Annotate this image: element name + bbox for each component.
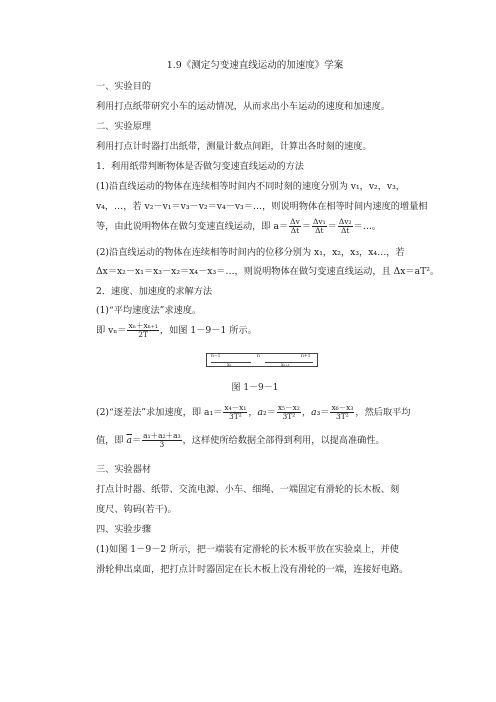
paragraph-line-with-formula: 等，由此说明物体在做匀变速直线运动，即 a＝ $\frac{\Delta v}{\Delta t}$ ＝ $\frac{\text{Δv₁}}{\Delta t}$ ＝ $\frac{\text{Δv₂}}{\Delta t}$ ＝…。 (96, 217, 382, 235)
paragraph-line: (1)沿直线运动的物体在连续相等时间内不同时刻的速度分别为 v₁，v₂，v₃， (96, 181, 405, 192)
denominator: Δt (340, 226, 350, 235)
objective-text: 利用打点纸带研究小车的运动情况，从而求出小车运动的速度和加速度。 (96, 101, 390, 112)
denominator: 3T² (336, 412, 349, 421)
denominator: 2T (138, 330, 149, 339)
numerator: Δv₁ (313, 217, 326, 226)
denominator: Δt (290, 226, 300, 235)
paragraph-line: (1)“平均速度法”求速度。 (96, 305, 202, 316)
subheading-solve: 2．速度、加速度的求解方法 (96, 286, 213, 297)
text-span: (2)“逐差法”求加速度，即 a₁＝ (96, 407, 223, 418)
section-heading-principle: 二、实验原理 (96, 121, 152, 132)
text-span: 等，由此说明物体在做匀变速直线运动，即 a＝ (96, 221, 289, 232)
text-span: ＝…。 (353, 221, 382, 232)
segment-label: xₙ (227, 363, 232, 368)
fraction (142, 432, 181, 449)
paragraph-line: 滑轮伸出桌面，把打点计时器固定在长木板上没有滑轮的一端，连接好电路。 (96, 564, 409, 575)
paragraph-line: (2)沿直线运动的物体在连续相等时间内的位移分别为 x₁，x₂，x₃，x₄…，若 (96, 247, 405, 258)
section-heading-equipment: 三、实验器材 (96, 464, 152, 475)
text-span: ，这样使所给数据全部得到利用，以提高准确性。 (182, 435, 385, 446)
fraction (277, 404, 301, 421)
fraction (312, 218, 327, 235)
fraction (223, 404, 247, 421)
tape-point-label: n (257, 354, 260, 359)
paragraph-line: (1)如图 1－9－2 所示，把一端装有定滑轮的长木板平放在实验桌上，并使 (96, 544, 399, 555)
paragraph-line-with-formula: (2)“逐差法”求加速度，即 a₁＝ $\frac{\text{x₄－x₁}}{\text{3T²}}$ ，a₂＝ $\frac{\text{x₅－x₂}}{\text{3T²}}$ ，a₃＝ $\frac{\text{x₆－x₃}}{\text{3T²}}$ ，然后取平均 (96, 403, 411, 421)
fraction (127, 322, 158, 339)
denominator: 3T² (282, 412, 296, 421)
fraction (330, 404, 354, 421)
section-heading-steps: 四、实验步骤 (96, 524, 152, 535)
paragraph-line: Δx＝x₂－x₁＝x₃－x₂＝x₄－x₃＝…，则说明物体在做匀变速直线运动，且 Δx＝aT²。 (96, 266, 440, 277)
segment-label: xₙ₊₁ (281, 363, 290, 368)
numerator: x₆－x₃ (331, 403, 354, 412)
tape-point-label: n−1 (211, 354, 221, 359)
numerator: Δv₂ (338, 217, 352, 226)
numerator: a₁＋a₂＋a₃ (143, 431, 181, 440)
paragraph-line-with-formula (96, 322, 414, 339)
denominator: 3 (159, 440, 165, 449)
numerator: xₙ＋xₙ₊₁ (128, 321, 158, 330)
numerator: Δv (290, 217, 300, 226)
principle-text: 利用打点计时器打出纸带，测量计数点间距，计算出各时刻的速度。 (96, 141, 372, 152)
figure-caption: 图 1－9－1 (231, 383, 279, 393)
text-span: 值，即 (96, 435, 127, 446)
text-span: ，然后取平均 (355, 407, 411, 418)
numerator: x₄－x₁ (224, 403, 247, 412)
section-heading-objective: 一、实验目的 (96, 81, 152, 92)
subheading-method: 1．利用纸带判断物体是否做匀变速直线运动的方法 (96, 161, 304, 172)
page-title: 1.9《测定匀变速直线运动的加速度》学案 (166, 60, 344, 71)
fraction (338, 218, 353, 235)
paragraph-line-with-formula: 值，即 $\overline{a}=$ $\frac{\text{a₁＋a₂＋a₃}}{3}$ ，这样使所给数据全部得到利用，以提高准确性。 (96, 431, 385, 449)
text-span: 即 vₙ＝ (96, 325, 127, 336)
paragraph-line: 打点计时器、纸带、交流电源、小车、细绳、一端固定有滑轮的长木板、刻 (96, 484, 400, 495)
text-span: ，如图 1－9－1 所示。 (159, 325, 257, 336)
fraction (289, 218, 301, 235)
paragraph-line: v₄，…，若 v₂－v₁＝v₃－v₂＝v₄－v₃＝…，则说明物体在相等时间内速度的增量相 (96, 201, 428, 212)
tape-point-label: n+1 (301, 354, 311, 359)
denominator: Δt (315, 226, 324, 235)
denominator: 3T² (228, 412, 242, 421)
numerator: x₅－x₂ (277, 403, 300, 412)
paper-tape-figure (206, 353, 318, 367)
paragraph-line: 度尺、钩码(若干)。 (96, 504, 177, 515)
